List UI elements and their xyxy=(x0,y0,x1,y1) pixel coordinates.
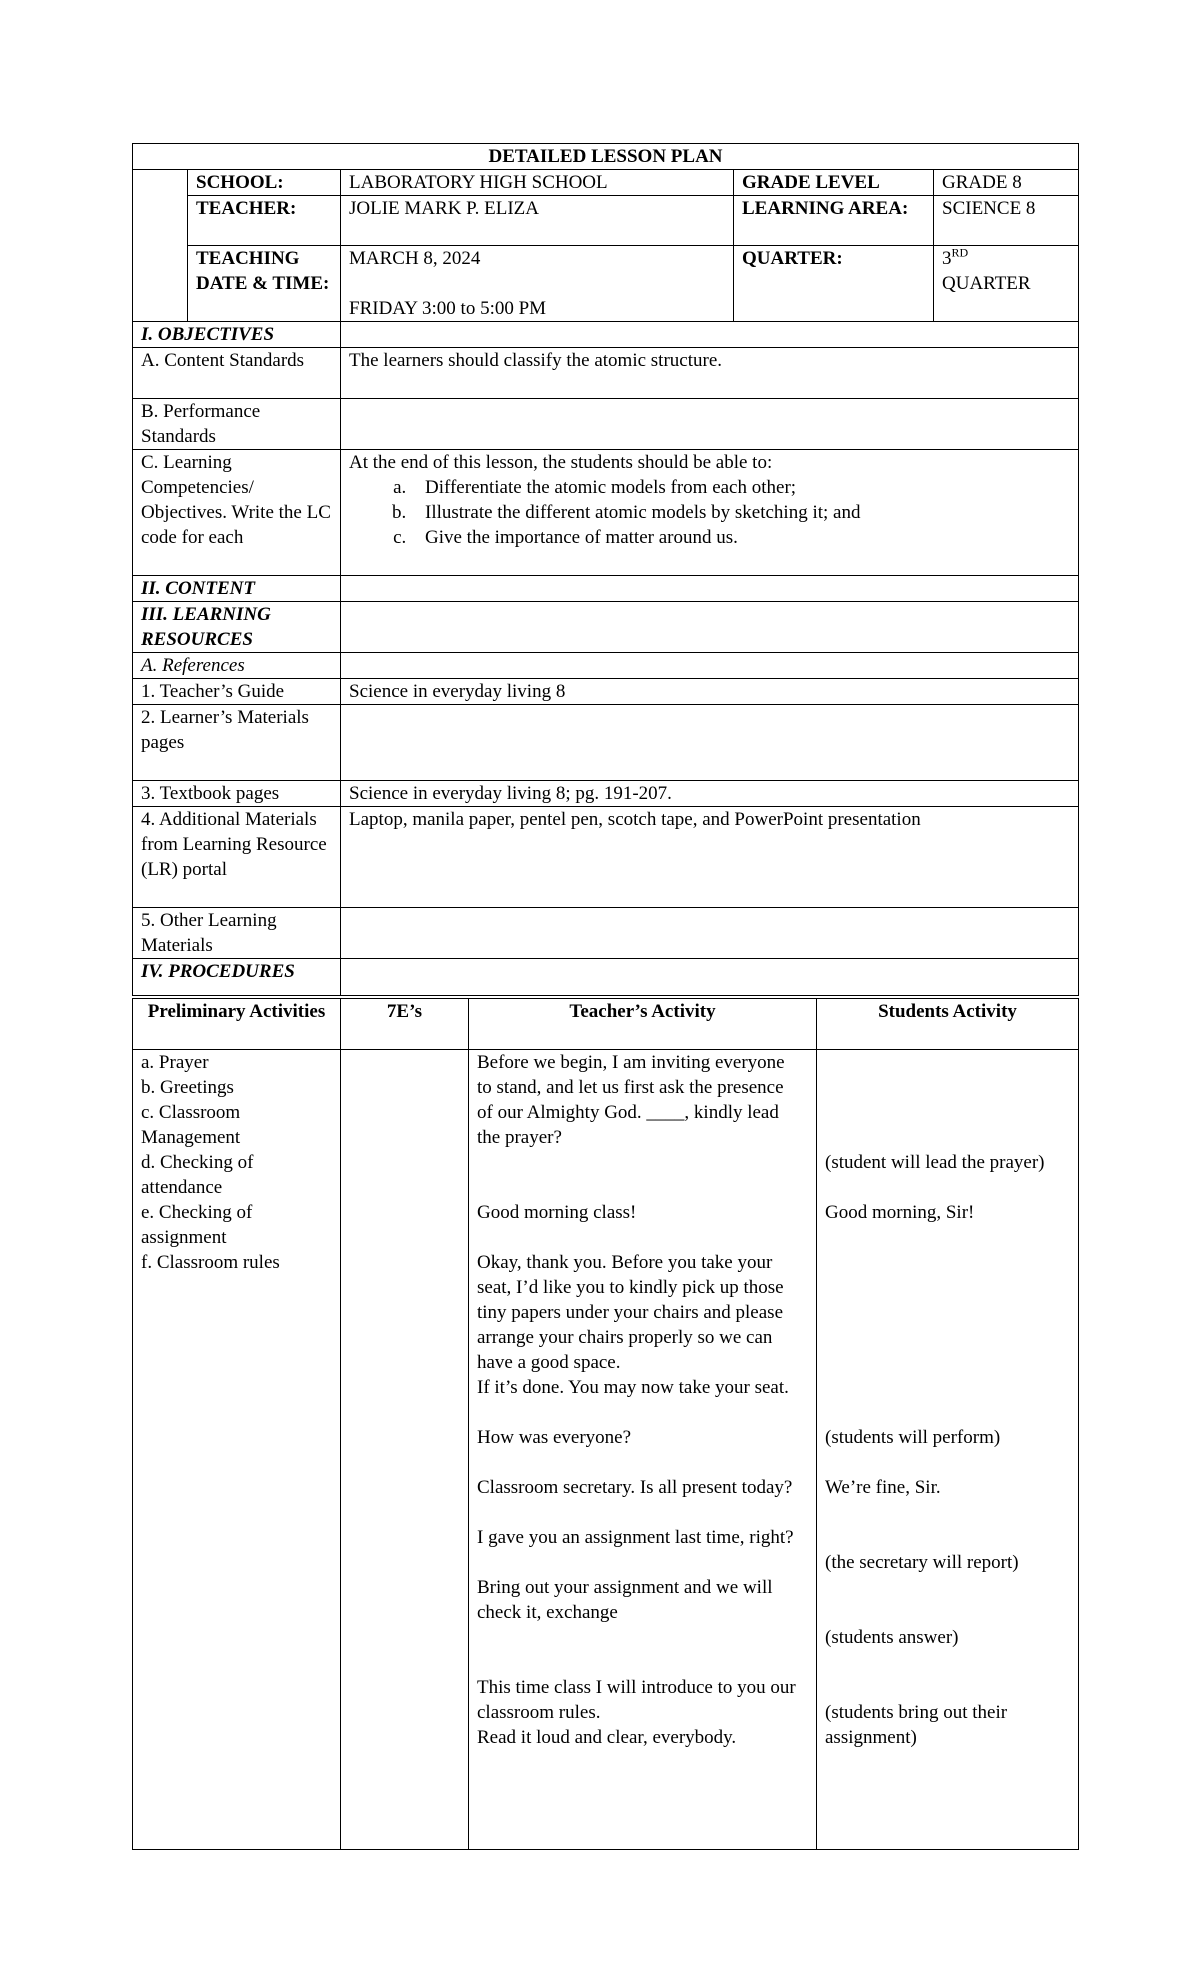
learners-materials-value xyxy=(341,705,1079,781)
content-heading: II. CONTENT xyxy=(133,576,341,602)
procedures-heading: IV. PROCEDURES xyxy=(133,959,341,996)
learning-area-value: SCIENCE 8 xyxy=(934,196,1079,246)
learning-competencies-cell xyxy=(341,450,1079,576)
col-teachers-activity: Teacher’s Activity xyxy=(469,999,817,1050)
teachers-guide-label: 1. Teacher’s Guide xyxy=(133,679,341,705)
list-item: e. Checking of assignment xyxy=(141,1202,253,1248)
teachers-guide-value: Science in everyday living 8 xyxy=(341,679,1079,705)
competency-item: b. Illustrate the different atomic models by sketching it; and xyxy=(411,500,1070,525)
teacher-line: Before we begin, I am inviting everyone to stand, and let us first ask the presence of our Almighty God. ____, kindly lead the prayer? xyxy=(477,1052,785,1148)
seven-es-cell xyxy=(341,1050,469,1850)
teaching-date-label: TEACHING DATE & TIME: xyxy=(188,246,341,322)
references-heading: A. References xyxy=(133,653,341,679)
col-students-activity: Students Activity xyxy=(817,999,1079,1050)
list-item: f. Classroom rules xyxy=(141,1252,280,1273)
objectives-heading: I. OBJECTIVES xyxy=(133,322,341,348)
content-standards-label: A. Content Standards xyxy=(133,348,341,399)
other-materials-label: 5. Other Learning Materials xyxy=(133,908,341,959)
textbook-pages-value: Science in everyday living 8; pg. 191-207. xyxy=(341,781,1079,807)
learning-resources-heading: III. LEARNING RESOURCES xyxy=(133,602,341,653)
competencies-list xyxy=(349,475,1070,550)
teacher-line: Bring out your assignment and we will check it, exchange xyxy=(477,1577,773,1623)
grade-level-label: GRADE LEVEL xyxy=(734,170,934,196)
teacher-value: JOLIE MARK P. ELIZA xyxy=(341,196,734,246)
document-title: DETAILED LESSON PLAN xyxy=(133,144,1079,170)
competency-item: c. Give the importance of matter around us. xyxy=(411,525,1070,550)
school-label: SCHOOL: xyxy=(188,170,341,196)
teachers-activity-cell xyxy=(469,1050,817,1850)
teacher-line: This time class I will introduce to you our classroom rules. xyxy=(477,1677,796,1723)
list-item: b. Greetings xyxy=(141,1077,234,1098)
header-spacer-cell xyxy=(133,170,188,322)
quarter-ordinal: RD xyxy=(951,245,969,260)
quarter-cell xyxy=(934,246,1079,322)
student-line: (students bring out their assignment) xyxy=(825,1702,1008,1748)
competencies-intro: At the end of this lesson, the students should be able to: xyxy=(349,452,773,473)
performance-standards-label: B. Performance Standards xyxy=(133,399,341,450)
teacher-line: How was everyone? xyxy=(477,1427,632,1448)
performance-standards-value xyxy=(341,399,1079,450)
list-item: a. Prayer xyxy=(141,1052,209,1073)
teacher-line: Okay, thank you. Before you take your seat, I’d like you to kindly pick up those tiny papers under your chairs and please arrange your chairs properly so we can have a good space. xyxy=(477,1252,784,1373)
student-line: (students will perform) xyxy=(825,1427,1001,1448)
student-line: (students answer) xyxy=(825,1627,959,1648)
content-standards-value: The learners should classify the atomic structure. xyxy=(341,348,1079,399)
learners-materials-label: 2. Learner’s Materials pages xyxy=(133,705,341,781)
teaching-date-cell xyxy=(341,246,734,322)
list-item: d. Checking of attendance xyxy=(141,1152,254,1198)
student-line: Good morning, Sir! xyxy=(825,1202,975,1223)
students-activity-cell xyxy=(817,1050,1079,1850)
textbook-pages-label: 3. Textbook pages xyxy=(133,781,341,807)
school-value: LABORATORY HIGH SCHOOL xyxy=(341,170,734,196)
quarter-word: QUARTER xyxy=(942,273,1031,294)
preliminary-activities-cell xyxy=(133,1050,341,1850)
additional-materials-label: 4. Additional Materials from Learning Resource (LR) portal xyxy=(133,807,341,908)
col-preliminary-activities: Preliminary Activities xyxy=(133,999,341,1050)
quarter-number: 3 xyxy=(942,248,952,269)
teacher-line: Classroom secretary. Is all present today? xyxy=(477,1477,793,1498)
teacher-line: I gave you an assignment last time, right? xyxy=(477,1527,794,1548)
competency-item: a. Differentiate the atomic models from each other; xyxy=(411,475,1070,500)
student-line: We’re fine, Sir. xyxy=(825,1477,941,1498)
learning-area-label: LEARNING AREA: xyxy=(734,196,934,246)
other-materials-value xyxy=(341,908,1079,959)
student-line: (student will lead the prayer) xyxy=(825,1152,1045,1173)
lesson-plan-table xyxy=(132,143,1079,996)
teacher-line: Read it loud and clear, everybody. xyxy=(477,1727,737,1748)
teacher-line: If it’s done. You may now take your seat. xyxy=(477,1377,789,1398)
quarter-label: QUARTER: xyxy=(734,246,934,322)
grade-level-value: GRADE 8 xyxy=(934,170,1079,196)
additional-materials-value: Laptop, manila paper, pentel pen, scotch tape, and PowerPoint presentation xyxy=(341,807,1079,908)
teaching-time-value: FRIDAY 3:00 to 5:00 PM xyxy=(349,298,547,319)
student-line: (the secretary will report) xyxy=(825,1552,1019,1573)
procedures-table xyxy=(132,998,1079,1850)
teaching-date-value: MARCH 8, 2024 xyxy=(349,248,481,269)
list-item: c. Classroom Management xyxy=(141,1102,241,1148)
teacher-line: Good morning class! xyxy=(477,1202,637,1223)
teacher-label: TEACHER: xyxy=(188,196,341,246)
col-7es: 7E’s xyxy=(341,999,469,1050)
learning-competencies-label: C. Learning Competencies/ Objectives. Write the LC code for each xyxy=(133,450,341,576)
